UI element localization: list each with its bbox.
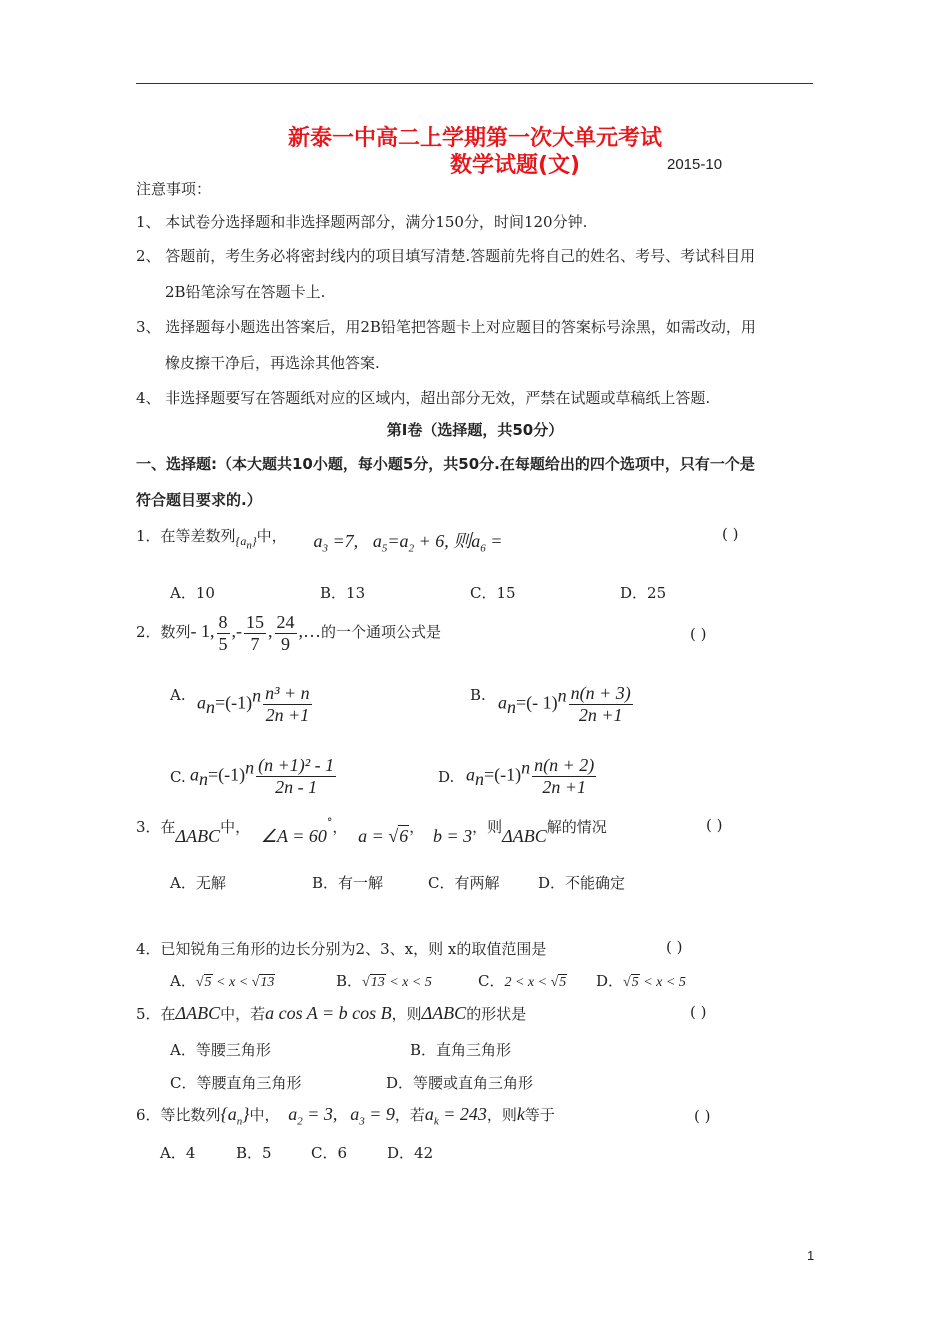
q2-option-d-label: D. xyxy=(438,768,455,786)
volume-heading: 第Ⅰ卷（选择题，共50分） xyxy=(386,421,564,439)
q4-option-b: B．√13 < x < 5 xyxy=(336,972,432,990)
q3-option-d: D．不能确定 xyxy=(538,874,626,892)
q4-option-c: C．2 < x < √5 xyxy=(478,972,567,990)
q5-option-b: B．直角三角形 xyxy=(410,1041,512,1059)
question-5: 5．在ΔABC中，若a cos A = b cos B，则ΔABC的形状是 xyxy=(136,1003,527,1023)
question-2: 2．数列- 1, $\frac{8}{5}$ ,- $\frac{15}{7}$ , $\frac{24}{9}$ ,…的一个通项公式是 xyxy=(136,612,442,654)
q5-option-a: A．等腰三角形 xyxy=(170,1041,271,1059)
section-instructions: 一、选择题:（本大题共10小题，每小题5分，共50分.在每题给出的四个选项中，只有一个是 xyxy=(136,455,755,473)
q3-option-a: A．无解 xyxy=(170,874,226,892)
notice-item: 3、 选择题每小题选出答案后，用2B铅笔把答题卡上对应题目的答案标号涂黑，如需改动，用 xyxy=(136,318,756,336)
notice-item: 2B铅笔涂写在答题卡上. xyxy=(165,283,326,301)
exam-title: 新泰一中高二上学期第一次大单元考试 xyxy=(287,126,662,151)
notice-heading: 注意事项： xyxy=(136,180,212,198)
answer-bracket: ( ) xyxy=(706,816,723,834)
notice-item: 4、 非选择题要写在答题纸对应的区域内，超出部分无效，严禁在试题或草稿纸上答题. xyxy=(136,389,711,407)
answer-bracket: ( ) xyxy=(690,1003,707,1021)
question-3: 3．在ΔABC中， ∠A = 60°， a = √6， b = 3，则ΔABC解的情况 xyxy=(136,816,607,846)
q1-option-d: D．25 xyxy=(620,584,667,602)
question-6: 6．等比数列$\{a_n\}$中， $a_2 = 3$, $a_3 = 9$，若$a_k = 243$，则k等于 xyxy=(136,1104,555,1128)
question-1: 1．在等差数列$_{\{a_n\}}$中， $a_3 =7$, $a_5=a_2 + 6$, 则$a_6$ = xyxy=(136,527,503,555)
answer-bracket: ( ) xyxy=(722,525,739,543)
q2-option-a-label: A. xyxy=(170,686,186,704)
notice-item: 橡皮擦干净后，再选涂其他答案. xyxy=(165,354,380,372)
q4-option-a: A．√5 < x < √13 xyxy=(170,972,275,990)
answer-bracket: ( ) xyxy=(690,625,707,643)
q1-option-a: A．10 xyxy=(170,584,215,602)
answer-bracket: ( ) xyxy=(666,938,683,956)
q6-option-a: A．4 xyxy=(160,1144,196,1162)
section-instructions-cont: 符合题目要求的.） xyxy=(136,491,262,509)
q3-option-b: B．有一解 xyxy=(312,874,384,892)
notice-item: 2、 答题前，考生务必将密封线内的项目填写清楚.答题前先将自己的姓名、考号、考试科目用 xyxy=(136,247,756,265)
question-4: 4．已知锐角三角形的边长分别为2、3、x，则 x的取值范围是 xyxy=(136,940,547,958)
exam-date: 2015-10 xyxy=(667,156,723,173)
q6-option-b: B．5 xyxy=(236,1144,272,1162)
q5-option-c: C．等腰直角三角形 xyxy=(170,1074,302,1092)
q2-option-b: $a_n=(-$ 1)$^n$ $\frac{n(n + 3)}{2n +1}$ xyxy=(498,683,631,725)
q6-option-c: C．6 xyxy=(311,1144,348,1162)
exam-subtitle: 数学试题(文) xyxy=(450,153,581,178)
q1-option-b: B．13 xyxy=(320,584,366,602)
q2-option-d: $a_n=(-1)^n$ $\frac{n(n + 2)}{2n +1}$ xyxy=(466,755,595,797)
q6-option-d: D．42 xyxy=(387,1144,434,1162)
q2-option-b-label: B. xyxy=(470,686,486,704)
q2-option-c: $a_n=(-1)^n$ $\frac{\text{(n +1)² - 1}}{2n - 1}$ xyxy=(190,755,335,797)
q4-option-d: D．√5 < x < 5 xyxy=(596,972,686,990)
header-rule xyxy=(136,83,813,84)
q1-option-c: C．15 xyxy=(470,584,516,602)
page-number: 1 xyxy=(807,1248,815,1263)
q2-option-c-label: C. xyxy=(170,768,186,786)
notice-item: 1、 本试卷分选择题和非选择题两部分，满分150分，时间120分钟. xyxy=(136,213,588,231)
answer-bracket: ( ) xyxy=(694,1107,711,1125)
q2-option-a: $a_n=(-1)^n$ $\frac{\text{n³ + n}}{2n +1}$ xyxy=(197,683,310,725)
q3-option-c: C．有两解 xyxy=(428,874,500,892)
q5-option-d: D．等腰或直角三角形 xyxy=(386,1074,534,1092)
